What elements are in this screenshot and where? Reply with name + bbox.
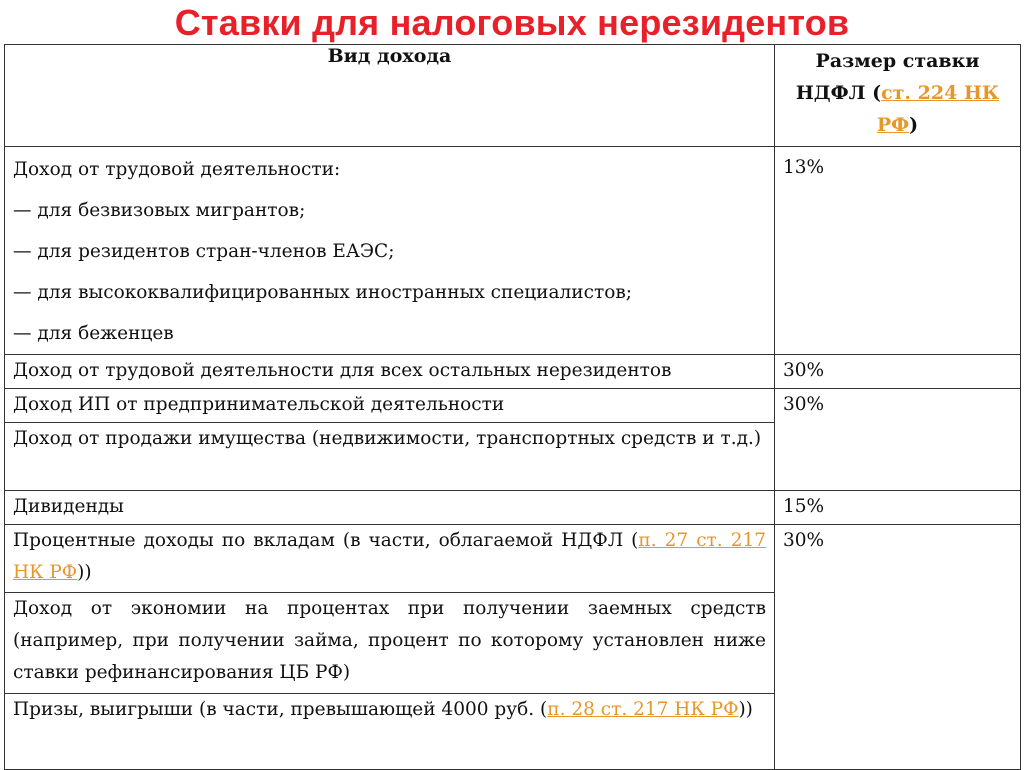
rate-value: 13% (775, 147, 1021, 355)
tax-rates-table (4, 44, 1021, 770)
row-text: Процентные доходы по вкладам (в части, облагаемой НДФЛ ( (13, 530, 639, 551)
list-item: — для резидентов стран-членов ЕАЭС; (13, 241, 395, 262)
income-labor-preferential (5, 147, 775, 355)
article-217-p28-link[interactable]: п. 28 ст. 217 НК РФ (547, 699, 739, 720)
income-interest-savings: Доход от экономии на процентах при получении заемных средств (например, при получении займа, процент по которому установлен ниже ставки рефинансирования ЦБ РФ) (5, 593, 775, 694)
income-dividends: Дивиденды (5, 491, 775, 525)
row-suffix: )) (77, 562, 92, 583)
income-property-sale: Доход от продажи имущества (недвижимости, транспортных средств и т.д.) (5, 423, 775, 491)
table-row (5, 525, 1021, 593)
income-deposit-interest (5, 525, 775, 593)
table-header-row (5, 45, 1021, 147)
rate-value: 30% (775, 389, 1021, 491)
header-rate-label: Размер ставки НДФЛ ( (795, 50, 980, 104)
page-title: Ставки для налоговых нерезидентов (174, 2, 850, 43)
list-item: — для высококвалифицированных иностранных специалистов; (13, 282, 632, 303)
table-row (5, 147, 1021, 355)
row-suffix: )) (738, 699, 753, 720)
article-217-p27-link[interactable]: п. 27 ст. 217 НК РФ (13, 530, 767, 583)
row-text: Призы, выигрыши (в части, превышающей 4000 руб. ( (13, 699, 548, 720)
table-row (5, 491, 1021, 525)
income-prizes (5, 694, 775, 770)
header-income-type: Вид дохода (5, 45, 775, 147)
income-entrepreneur: Доход ИП от предпринимательской деятельности (5, 389, 775, 423)
header-rate-close: ) (909, 114, 919, 136)
rate-value: 30% (775, 355, 1021, 389)
income-labor-other: Доход от трудовой деятельности для всех остальных нерезидентов (5, 355, 775, 389)
rate-value: 15% (775, 491, 1021, 525)
list-item: — для безвизовых мигрантов; (13, 200, 306, 221)
rate-value: 30% (775, 525, 1021, 770)
table-row (5, 355, 1021, 389)
table-row (5, 389, 1021, 423)
list-item: — для беженцев (13, 323, 174, 344)
header-rate (775, 45, 1021, 147)
list-item: Доход от трудовой деятельности: (13, 159, 341, 180)
article-224-link[interactable]: ст. 224 НК РФ (876, 82, 1000, 136)
